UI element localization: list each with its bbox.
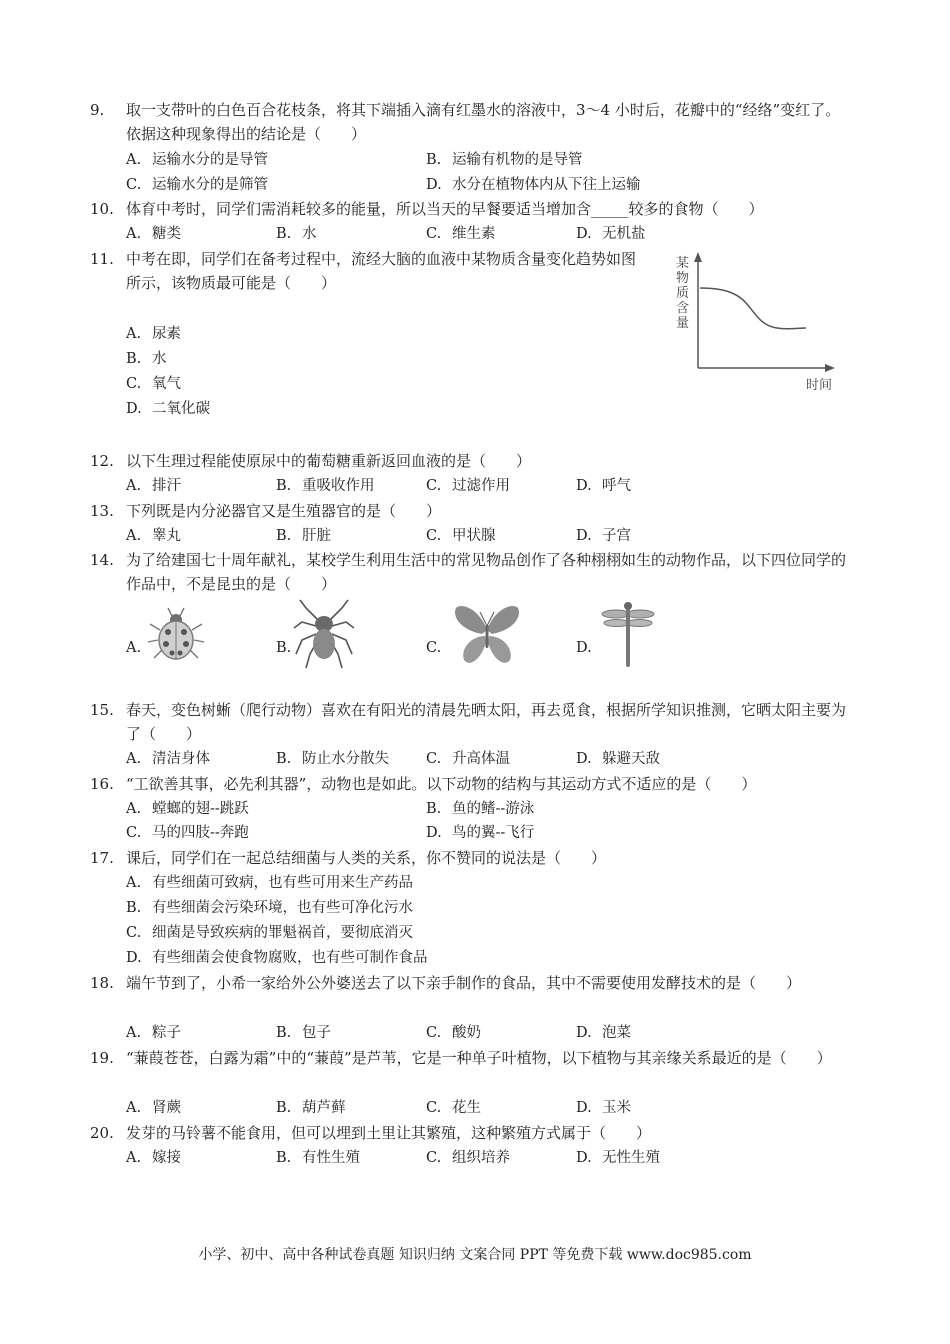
question-text: 取一支带叶的白色百合花枝条，将其下端插入滴有红墨水的溶液中，3～4 小时后，花瓣中的“经络”变红了。依据这种现象得出的结论是（ ） [126, 101, 841, 143]
question-15 [90, 698, 850, 746]
question-17 [90, 846, 850, 870]
option-c: C. 过滤作用 [426, 478, 510, 494]
question-13 [90, 499, 850, 523]
option-b: B. 防止水分散失 [276, 751, 389, 767]
option-d: D. 子宫 [576, 528, 631, 544]
x-axis-arrow [825, 364, 835, 372]
question-text: 为了给建国七十周年献礼，某校学生利用生活中的常见物品创作了各种栩栩如生的动物作品，以下四位同学的作品中，不是昆虫的是（ ） [126, 551, 847, 593]
question-number: 14. [90, 551, 114, 569]
option-d: D. 无性生殖 [576, 1150, 660, 1166]
question-number: 12. [90, 452, 114, 470]
option-b: B. 肝脏 [276, 528, 331, 544]
question-number: 13. [90, 502, 114, 520]
question-number: 19. [90, 1049, 114, 1067]
option-a: A. [126, 640, 142, 656]
question-10 [90, 197, 850, 221]
option-a: A. 尿素 [126, 326, 181, 342]
option-b: B. 水 [276, 226, 317, 242]
option-a: A. 嫁接 [126, 1150, 181, 1166]
option-c: C. 升高体温 [426, 751, 510, 767]
question-20 [90, 1121, 850, 1145]
question-number: 9. [90, 101, 105, 119]
option-c: C. 运输水分的是筛管 [126, 177, 268, 193]
option-d: D. [576, 640, 592, 656]
option-d: D. 水分在植物体内从下往上运输 [426, 177, 641, 193]
option-a: A. 螳螂的翅--跳跃 [126, 801, 249, 817]
option-a: A. 清洁身体 [126, 751, 210, 767]
question-14 [90, 548, 850, 596]
trend-curve [700, 288, 806, 329]
option-d: D. 呼气 [576, 478, 631, 494]
option-d: D. 有些细菌会使食物腐败，也有些可制作食品 [126, 950, 428, 966]
trend-figure [672, 252, 842, 401]
option-b: B. 有些细菌会污染环境，也有些可净化污水 [126, 900, 413, 916]
option-a: A. 粽子 [126, 1025, 181, 1041]
option-c: C. 维生素 [426, 226, 496, 242]
question-text: 课后，同学们在一起总结细菌与人类的关系，你不赞同的说法是（ ） [126, 849, 607, 867]
question-number: 20. [90, 1124, 114, 1142]
question-19 [90, 1046, 850, 1070]
y-axis-label: 某物质含量 [676, 256, 690, 331]
option-c: C. 甲状腺 [426, 528, 496, 544]
option-d: D. 二氧化碳 [126, 401, 210, 417]
x-axis-label: 时间 [806, 378, 833, 393]
option-d: D. 无机盐 [576, 226, 646, 242]
butterfly-image [452, 600, 522, 670]
question-18 [90, 971, 850, 995]
question-text: 发芽的马铃薯不能食用，但可以埋到土里让其繁殖，这种繁殖方式属于（ ） [126, 1124, 652, 1142]
option-a: A. 糖类 [126, 226, 181, 242]
question-text: “工欲善其事，必先利其器”，动物也是如此。以下动物的结构与其运动方式不适应的是（ ） [126, 775, 757, 793]
option-a: A. 睾丸 [126, 528, 181, 544]
question-text: 中考在即，同学们在备考过程中，流经大脑的血液中某物质含量变化趋势如图所示，该物质最可能是（ ） [126, 250, 637, 292]
option-c: C. 马的四肢--奔跑 [126, 825, 249, 841]
option-a: A. 运输水分的是导管 [126, 152, 268, 168]
option-d: D. 玉米 [576, 1100, 631, 1116]
option-c: C. 酸奶 [426, 1025, 481, 1041]
question-text: 下列既是内分泌器官又是生殖器官的是（ ） [126, 502, 442, 520]
option-d: D. 泡菜 [576, 1025, 631, 1041]
option-b: B. 有性生殖 [276, 1150, 360, 1166]
option-c: C. 组织培养 [426, 1150, 510, 1166]
option-a: A. 肾蕨 [126, 1100, 181, 1116]
question-text: “蒹葭苍苍，白露为霜”中的“蒹葭”是芦苇，它是一种单子叶植物，以下植物与其亲缘关系最近的是（ ） [126, 1049, 832, 1067]
option-b: B. 葫芦藓 [276, 1100, 346, 1116]
question-number: 17. [90, 849, 114, 867]
option-b: B. 运输有机物的是导管 [426, 152, 583, 168]
option-b: B. 重吸收作用 [276, 478, 375, 494]
question-16 [90, 772, 850, 796]
dragonfly-image [600, 598, 656, 670]
option-c: C. 细菌是导致疾病的罪魁祸首，要彻底消灭 [126, 925, 413, 941]
question-12 [90, 449, 850, 473]
option-c: C. [426, 640, 442, 656]
question-number: 15. [90, 701, 114, 719]
question-number: 11. [90, 250, 114, 268]
option-b: B. 水 [126, 351, 167, 367]
option-d: D. 鸟的翼--飞行 [426, 825, 535, 841]
option-d: D. 躲避天敌 [576, 751, 660, 767]
question-text: 体育中考时，同学们需消耗较多的能量，所以当天的早餐要适当增加含_____较多的食物（ ） [126, 200, 764, 218]
question-number: 10. [90, 200, 114, 218]
option-b: B. [276, 640, 292, 656]
option-a: A. 有些细菌可致病，也有些可用来生产药品 [126, 875, 413, 891]
question-number: 18. [90, 974, 114, 992]
question-text: 春天，变色树蜥（爬行动物）喜欢在有阳光的清晨先晒太阳，再去觅食，根据所学知识推测，它晒太阳主要为了（ ） [126, 701, 847, 743]
option-c: C. 花生 [426, 1100, 481, 1116]
option-a: A. 排汗 [126, 478, 181, 494]
question-9 [90, 98, 850, 146]
question-11 [90, 247, 650, 295]
spider-image [292, 598, 356, 670]
option-b: B. 鱼的鳍--游泳 [426, 801, 535, 817]
option-c: C. 氧气 [126, 376, 181, 392]
question-text: 端午节到了，小希一家给外公外婆送去了以下亲手制作的食品，其中不需要使用发酵技术的是（ ） [126, 974, 802, 992]
ladybug-image [146, 606, 206, 666]
page-footer: 小学、初中、高中各种试卷真题 知识归纳 文案合同 PPT 等免费下载 www.doc985.com [198, 1247, 752, 1263]
question-text: 以下生理过程能使原尿中的葡萄糖重新返回血液的是（ ） [126, 452, 532, 470]
y-axis-arrow [694, 252, 702, 262]
option-b: B. 包子 [276, 1025, 331, 1041]
question-number: 16. [90, 775, 114, 793]
